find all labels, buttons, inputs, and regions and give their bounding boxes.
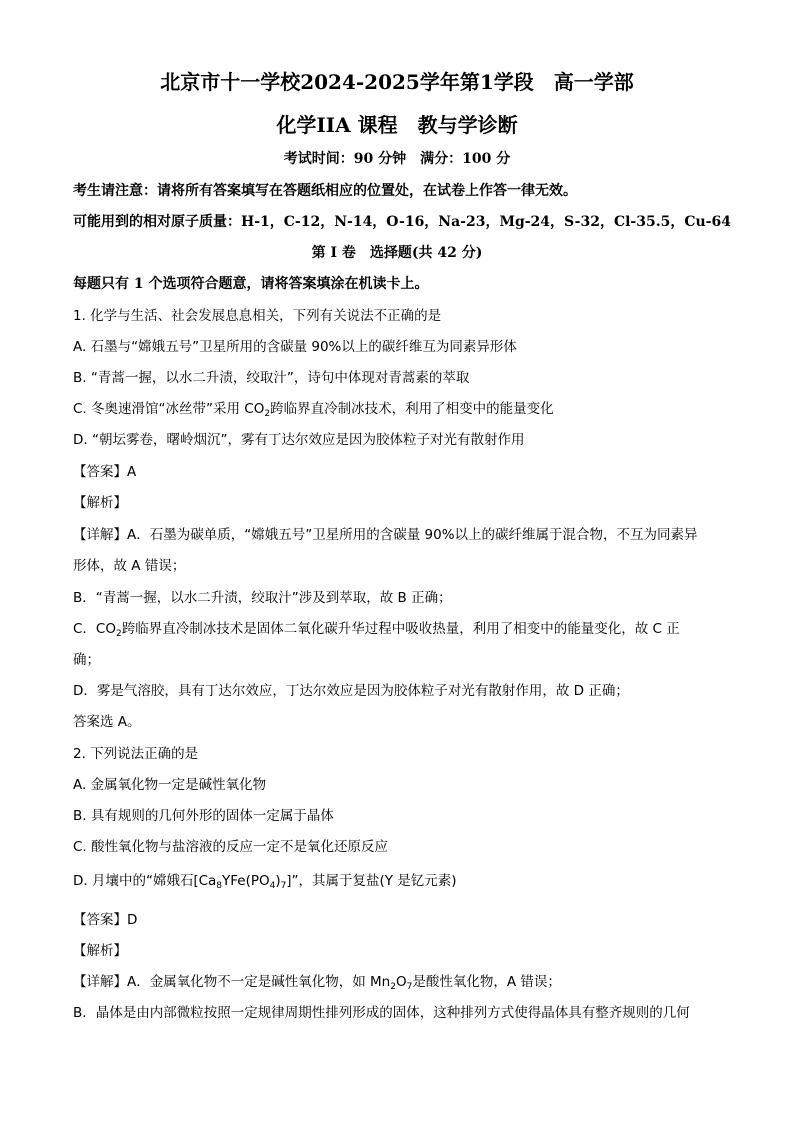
q2-option-a: A. 金属氧化物一定是碱性氧化物 xyxy=(73,777,267,793)
q2-option-b: B. 具有规则的几何外形的固体一定属于晶体 xyxy=(73,808,334,824)
q2-stem: 2. 下列说法正确的是 xyxy=(73,746,199,762)
q2-detail-a-o: O xyxy=(395,974,407,990)
q2-option-d-text: D. 月壤中的“嫦娥石 xyxy=(73,873,194,889)
q1-detail-a-line2: 形体，故 A 错误； xyxy=(73,558,186,574)
q1-detail-b: B．“青蒿一握，以水二升渍，绞取汁”涉及到萃取，故 B 正确； xyxy=(73,590,452,606)
q2-answer-value: D xyxy=(127,912,138,928)
q1-answer xyxy=(73,462,136,482)
q1-detail-c-text: C．CO xyxy=(73,621,116,637)
q1-answer-label: 【答案】 xyxy=(73,464,127,480)
document-title-line2: 化学IIA 课程 教与学诊断 xyxy=(276,113,518,137)
q2-answer xyxy=(73,910,137,930)
q2-formula-paren: ) xyxy=(275,873,281,889)
q1-option-c-text: C. 冬奥速滑馆“冰丝带”采用 CO xyxy=(73,401,265,417)
q2-detail-a xyxy=(73,972,561,997)
q1-detail-c-line1 xyxy=(73,619,680,644)
q2-detail-a-text: 【详解】A．金属氧化物不一定是碱性氧化物，如 Mn xyxy=(73,974,391,990)
q2-formula-bracket-open: [ xyxy=(193,874,199,889)
q1-detail-d: D．雾是气溶胶，具有丁达尔效应，丁达尔效应是因为胶体粒子对光有散射作用，故 D 正确； xyxy=(73,683,629,699)
q2-analysis-label: 【解析】 xyxy=(73,943,127,959)
q1-stem: 1. 化学与生活、社会发展息息相关，下列有关说法不正确的是 xyxy=(73,308,442,324)
section-instruction: 每题只有 1 个选项符合题意，请将答案填涂在机读卡上。 xyxy=(73,276,429,292)
q2-option-d xyxy=(73,871,457,896)
section-title: 第 I 卷 选择题(共 42 分) xyxy=(311,245,483,261)
q2-option-c: C. 酸性氧化物与盐溶液的反应一定不是氧化还原反应 xyxy=(73,839,389,855)
q1-option-a: A. 石墨与“嫦娥五号”卫星所用的含碳量 90%以上的碳纤维互为同素异形体 xyxy=(73,339,517,355)
exam-info: 考试时间：90 分钟 满分：100 分 xyxy=(283,151,511,167)
q2-answer-label: 【答案】 xyxy=(73,912,127,928)
q2-detail-a-text2: 是酸性氧化物，A 错误； xyxy=(412,974,561,990)
document-title-line1: 北京市十一学校2024-2025学年第1学段 高一学部 xyxy=(160,70,634,94)
q1-answer-value: A xyxy=(127,464,137,480)
q1-analysis-label: 【解析】 xyxy=(73,495,127,511)
q1-option-c-text2: 跨临界直冷制冰技术，利用了相变中的能量变化 xyxy=(270,401,554,417)
q1-conclusion: 答案选 A。 xyxy=(73,714,141,730)
exam-notice: 考生请注意：请将所有答案填写在答题纸相应的位置处，在试卷上作答一律无效。 xyxy=(73,183,577,199)
q2-option-d-text2: ”，其属于复盐(Y 是钇元素) xyxy=(291,873,457,889)
q2-formula-yfe: YFe(PO xyxy=(222,873,270,889)
q2-formula-sub1: 8 xyxy=(216,881,222,891)
q1-option-c xyxy=(73,399,554,424)
q1-option-b: B. “青蒿一握，以水二升渍，绞取汁”，诗句中体现对青蒿素的萃取 xyxy=(73,370,470,386)
q2-detail-a-sub2: 7 xyxy=(406,982,413,992)
q2-formula-sub3: 7 xyxy=(280,881,287,891)
atomic-masses: 可能用到的相对原子质量：H-1，C-12，N-14，O-16，Na-23，Mg-24，S-32，Cl-35.5，Cu-64 xyxy=(73,214,731,230)
q1-option-d: D. “朝坛雾卷，曙岭烟沉”，雾有丁达尔效应是因为胶体粒子对光有散射作用 xyxy=(73,432,525,448)
q2-formula-bracket-close: ] xyxy=(286,874,292,889)
q1-detail-c-text2: 跨临界直冷制冰技术是固体二氧化碳升华过程中吸收热量，利用了相变中的能量变化，故 C 正 xyxy=(121,621,680,637)
q2-formula-sub2: 4 xyxy=(269,881,276,891)
q1-detail-c-line2: 确； xyxy=(73,652,100,668)
q1-detail-a-line1: 【详解】A．石墨为碳单质，“嫦娥五号”卫星所用的含碳量 90%以上的碳纤维属于混合物，不互为同素异 xyxy=(73,527,698,543)
q2-detail-a-sub1: 2 xyxy=(390,982,396,992)
q2-detail-b: B．晶体是由内部微粒按照一定规律周期性排列形成的固体，这种排列方式使得晶体具有整齐规则的几何 xyxy=(73,1005,690,1021)
q2-formula-ca: Ca xyxy=(198,873,217,889)
q1-detail-c-subscript: 2 xyxy=(115,629,122,639)
q1-option-c-subscript: 2 xyxy=(264,409,271,419)
